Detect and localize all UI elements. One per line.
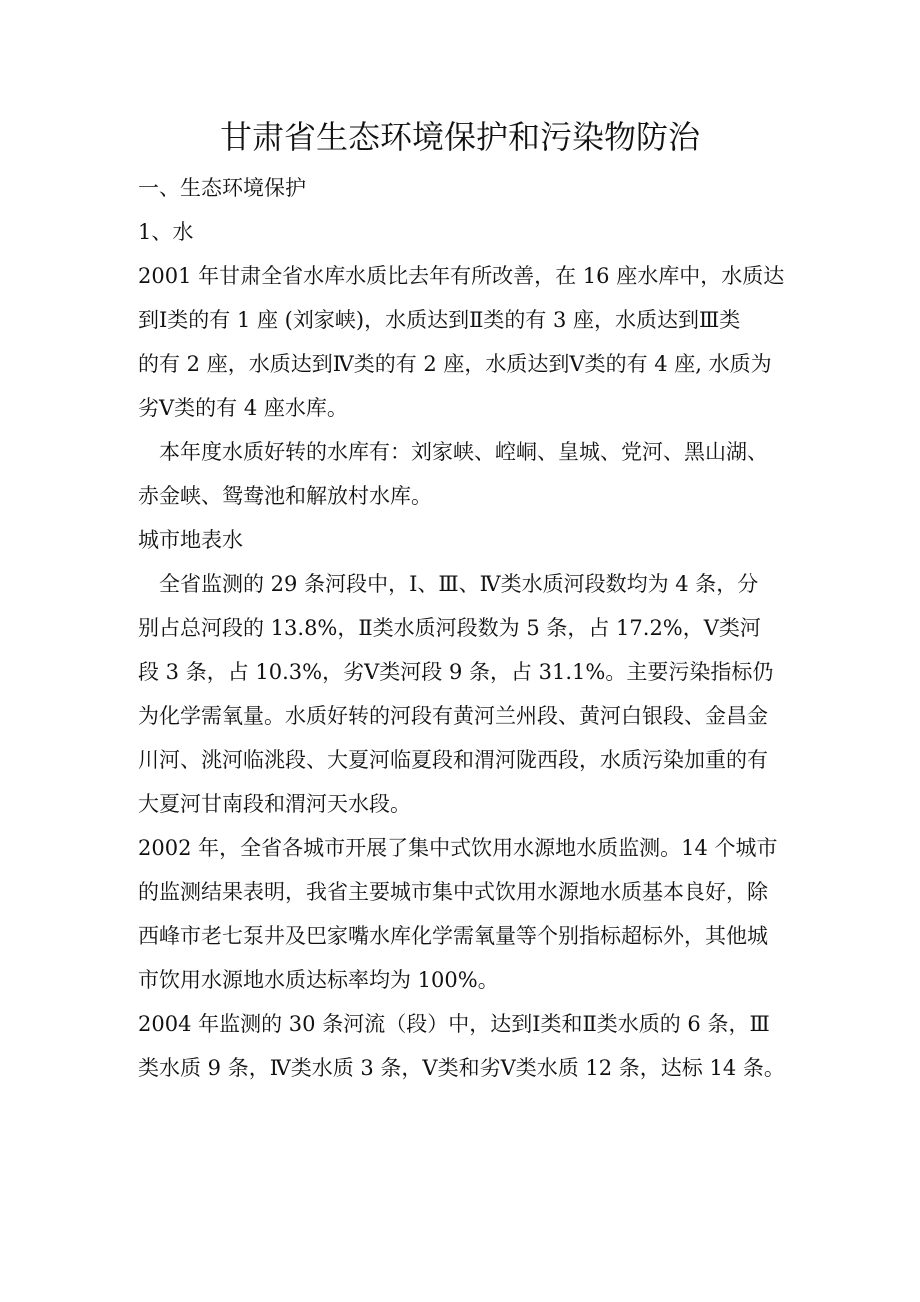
paragraph-line: 川河、洮河临洮段、大夏河临夏段和渭河陇西段，水质污染加重的有 <box>138 748 768 772</box>
paragraph-line: 为化学需氧量。水质好转的河段有黄河兰州段、黄河白银段、金昌金 <box>138 704 768 728</box>
paragraph-line: 别占总河段的 13.8%，Ⅱ类水质河段数为 5 条，占 17.2%，Ⅴ类河 <box>138 616 761 640</box>
paragraph-line: 市饮用水源地水质达标率均为 100%。 <box>138 968 499 992</box>
paragraph-line: 全省监测的 29 条河段中，Ⅰ、Ⅲ、Ⅳ类水质河段数均为 4 条，分 <box>159 572 759 596</box>
paragraph-line: 2001 年甘肃全省水库水质比去年有所改善，在 16 座水库中，水质达 <box>138 264 785 288</box>
paragraph-rivers-2004 <box>138 1002 786 1090</box>
paragraph-line: 赤金峡、鸳鸯池和解放村水库。 <box>138 484 432 508</box>
paragraph-line: 2004 年监测的 30 条河流（段）中，达到Ⅰ类和Ⅱ类水质的 6 条，Ⅲ <box>138 1012 770 1036</box>
paragraph-improved-reservoirs <box>138 430 786 518</box>
paragraph-line: 2002 年，全省各城市开展了集中式饮用水源地水质监测。14 个城市 <box>138 836 778 860</box>
subsection-heading: 1、水 <box>138 220 194 244</box>
paragraph-line: 劣Ⅴ类的有 4 座水库。 <box>138 396 348 420</box>
document-title: 甘肃省生态环境保护和污染物防治 <box>219 118 700 156</box>
paragraph-line: 段 3 条，占 10.3%，劣Ⅴ类河段 9 条，占 31.1%。主要污染指标仍 <box>138 660 774 684</box>
document-body <box>138 166 786 1090</box>
paragraph-river-sections <box>138 562 786 826</box>
paragraph-line: 的监测结果表明，我省主要城市集中式饮用水源地水质基本良好，除 <box>138 880 768 904</box>
paragraph-line: 西峰市老七泵井及巴家嘴水库化学需氧量等个别指标超标外，其他城 <box>138 924 768 948</box>
paragraph-drinking-water-2002 <box>138 826 786 1002</box>
paragraph-line: 本年度水质好转的水库有：刘家峡、崆峒、皇城、党河、黑山湖、 <box>159 440 768 464</box>
paragraph-line: 的有 2 座，水质达到Ⅳ类的有 2 座，水质达到Ⅴ类的有 4 座, 水质为 <box>138 352 772 376</box>
section-heading: 一、生态环境保护 <box>138 176 306 200</box>
paragraph-line: 到Ⅰ类的有 1 座 (刘家峡)，水质达到Ⅱ类的有 3 座，水质达到Ⅲ类 <box>138 308 741 332</box>
paragraph-line: 类水质 9 条，Ⅳ类水质 3 条，Ⅴ类和劣Ⅴ类水质 12 条，达标 14 条。 <box>138 1056 785 1080</box>
paragraph-line: 大夏河甘南段和渭河天水段。 <box>138 792 411 816</box>
urban-surface-water-heading: 城市地表水 <box>138 528 243 552</box>
paragraph-reservoir-quality <box>138 254 786 430</box>
